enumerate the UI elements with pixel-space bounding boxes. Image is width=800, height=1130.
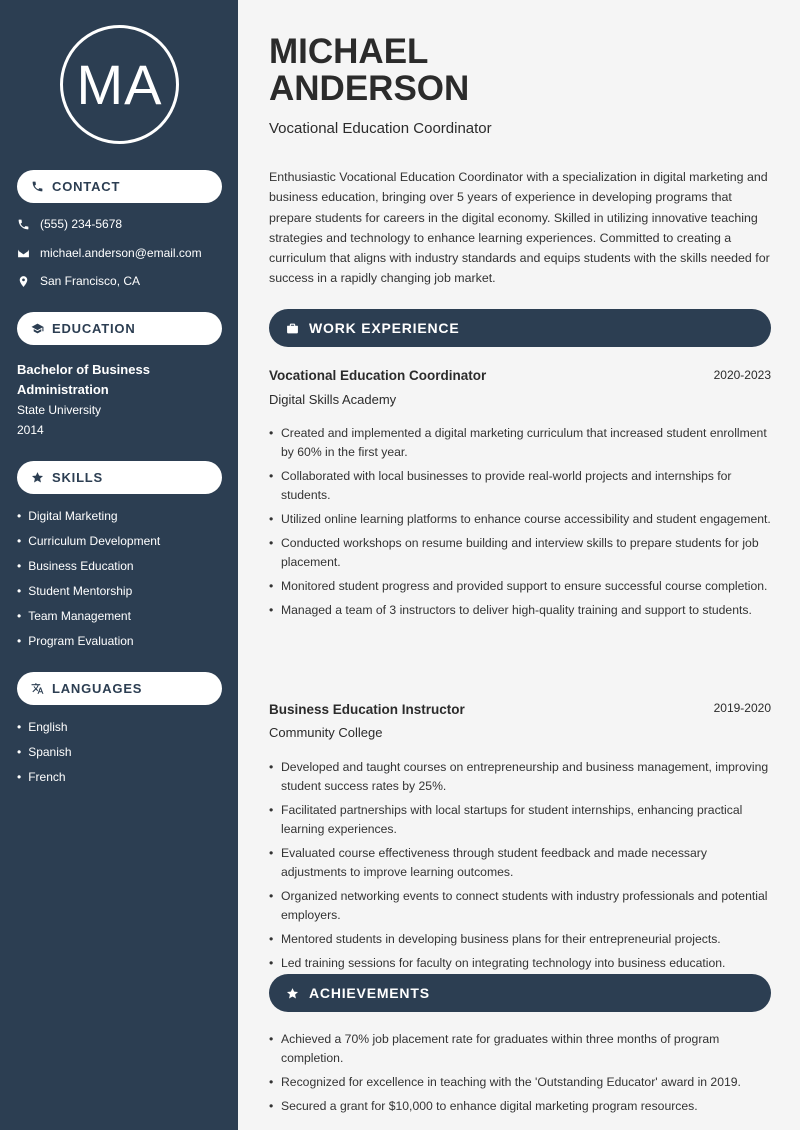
job-title: Vocational Education Coordinator <box>269 120 492 137</box>
skills-list <box>17 504 160 653</box>
skill-item: • Team Management <box>17 604 160 629</box>
list-item: • Recognized for excellence in teaching with the 'Outstanding Educator' award in 2019. <box>269 1073 774 1092</box>
job-2-bullets <box>269 758 774 978</box>
graduation-cap-icon <box>31 322 44 335</box>
list-item: • Facilitated partnerships with local startups for student internships, enhancing practical learning experiences. <box>269 801 774 839</box>
list-item: • Led training sessions for faculty on integrating technology into business education. <box>269 954 774 973</box>
list-item: • Evaluated course effectiveness through student feedback and made necessary adjustments to improve learning outcomes. <box>269 844 774 882</box>
education-year: 2014 <box>17 423 44 437</box>
work-experience-heading <box>269 309 771 347</box>
list-item: • Created and implemented a digital marketing curriculum that increased student enrollment by 60% in the first year. <box>269 424 774 462</box>
achievements-heading-label: ACHIEVEMENTS <box>309 985 430 1001</box>
contact-heading-label: CONTACT <box>52 179 121 194</box>
job-1-dates: 2020-2023 <box>713 368 771 382</box>
contact-phone <box>17 217 122 231</box>
achievements-list <box>269 1030 774 1121</box>
list-item: • Mentored students in developing business plans for their entrepreneurial projects. <box>269 930 774 949</box>
contact-location <box>17 274 140 288</box>
skill-item: • Curriculum Development <box>17 529 160 554</box>
languages-heading-label: LANGUAGES <box>52 681 143 696</box>
job-1-role: Vocational Education Coordinator <box>269 368 487 383</box>
list-item: • Secured a grant for $10,000 to enhance digital marketing program resources. <box>269 1097 774 1116</box>
phone-icon <box>31 180 44 193</box>
job-2-company: Community College <box>269 725 383 740</box>
skill-item: • Digital Marketing <box>17 504 160 529</box>
language-item: • Spanish <box>17 740 72 765</box>
languages-list <box>17 715 72 790</box>
list-item: • Developed and taught courses on entrepreneurship and business management, improving student success rates by 25%. <box>269 758 774 796</box>
education-school: State University <box>17 403 102 417</box>
list-item: • Achieved a 70% job placement rate for graduates within three months of program completion. <box>269 1030 774 1068</box>
list-item: • Managed a team of 3 instructors to deliver high-quality training and support to students. <box>269 601 774 620</box>
star-icon <box>286 987 299 1000</box>
work-experience-heading-label: WORK EXPERIENCE <box>309 320 460 336</box>
translate-icon <box>31 682 44 695</box>
phone-icon <box>17 218 30 231</box>
job-2-role: Business Education Instructor <box>269 702 465 717</box>
job-1-bullets <box>269 424 774 625</box>
sidebar <box>0 0 238 1130</box>
skills-heading-label: SKILLS <box>52 470 104 485</box>
job-2-dates: 2019-2020 <box>713 701 771 715</box>
email-icon <box>17 247 30 260</box>
skill-item: • Student Mentorship <box>17 579 160 604</box>
name-last: ANDERSON <box>269 69 470 108</box>
job-1-company: Digital Skills Academy <box>269 392 397 407</box>
briefcase-icon <box>286 322 299 335</box>
language-item: • English <box>17 715 72 740</box>
list-item: • Collaborated with local businesses to provide real-world projects and internships for students. <box>269 467 774 505</box>
contact-heading <box>17 170 222 203</box>
location-pin-icon <box>17 275 30 288</box>
person-name <box>269 33 469 107</box>
email-text: michael.anderson@email.com <box>40 246 202 260</box>
list-item: • Conducted workshops on resume building and interview skills to prepare students for job placement. <box>269 534 774 572</box>
location-text: San Francisco, CA <box>40 274 141 288</box>
name-first: MICHAEL <box>269 32 429 71</box>
list-item: • Utilized online learning platforms to enhance course accessibility and student engagement. <box>269 510 774 529</box>
education-degree: Bachelor of Business Administration <box>17 362 150 397</box>
monogram-avatar: MA <box>60 25 179 144</box>
contact-email <box>17 246 202 260</box>
skill-item: • Business Education <box>17 554 160 579</box>
list-item: • Monitored student progress and provided support to ensure successful course completion. <box>269 577 774 596</box>
list-item: • Organized networking events to connect students with industry professionals and potential employers. <box>269 887 774 925</box>
skill-item: • Program Evaluation <box>17 628 160 653</box>
education-heading <box>17 312 222 345</box>
skills-heading <box>17 461 222 494</box>
language-item: • French <box>17 765 72 790</box>
achievements-heading <box>269 974 771 1012</box>
profile-summary: Enthusiastic Vocational Education Coordinator with a specialization in digital marketing and business education, bringing over 5 years of experience in developing programs that prepare students for careers in the digital economy. Skilled in utilizing innovative teaching strategies and technology to enhance learning experiences. Committed to creating a curriculum that aligns with industry standards and equips students with the skills needed for success in a rapidly changing job market. <box>269 170 770 286</box>
education-heading-label: EDUCATION <box>52 321 136 336</box>
languages-heading <box>17 672 222 705</box>
star-icon <box>31 471 44 484</box>
phone-text: (555) 234-5678 <box>40 217 123 231</box>
